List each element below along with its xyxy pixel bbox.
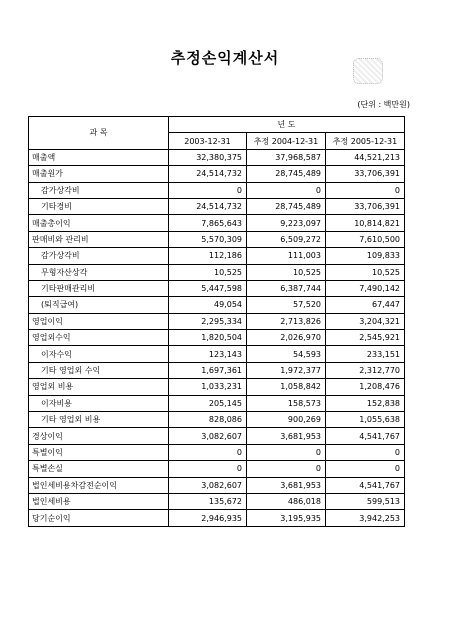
- table-row: [29, 149, 405, 165]
- row-value: 5,447,598: [169, 280, 247, 296]
- row-label: 판매비와 관리비: [29, 231, 169, 247]
- row-value: 1,820,504: [169, 330, 247, 346]
- column-header: 추정 2004-12-31: [247, 133, 326, 149]
- row-label: 특별이익: [29, 444, 169, 460]
- table-row: [29, 198, 405, 214]
- year-group-header: 년 도: [169, 117, 405, 133]
- row-value: 123,143: [169, 346, 247, 362]
- row-value: 5,570,309: [169, 231, 247, 247]
- table-row: [29, 428, 405, 444]
- account-header: 과 목: [29, 117, 169, 150]
- page-title: 추정손익계산서: [170, 49, 280, 67]
- row-value: 112,186: [169, 248, 247, 264]
- row-label: 법인세비용: [29, 493, 169, 509]
- row-value: 10,525: [169, 264, 247, 280]
- row-label: 법인세비용차감전순이익: [29, 477, 169, 493]
- row-value: 33,706,391: [326, 166, 405, 182]
- row-label: 영업이익: [29, 313, 169, 329]
- row-value: 3,195,935: [247, 510, 326, 526]
- row-value: 0: [247, 182, 326, 198]
- row-label: 기타 영업외 비용: [29, 412, 169, 428]
- row-label: 이자비용: [29, 395, 169, 411]
- row-value: 135,672: [169, 493, 247, 509]
- row-value: 158,573: [247, 395, 326, 411]
- column-header: 추정 2005-12-31: [326, 133, 405, 149]
- row-value: 0: [326, 182, 405, 198]
- row-label: 경상이익: [29, 428, 169, 444]
- row-value: 1,208,476: [326, 379, 405, 395]
- table-row: [29, 477, 405, 493]
- row-value: 57,520: [247, 297, 326, 313]
- row-value: 7,865,643: [169, 215, 247, 231]
- row-value: 1,058,842: [247, 379, 326, 395]
- row-value: 67,447: [326, 297, 405, 313]
- row-value: 3,681,953: [247, 428, 326, 444]
- row-value: 24,514,732: [169, 166, 247, 182]
- row-value: 24,514,732: [169, 198, 247, 214]
- row-value: 828,086: [169, 412, 247, 428]
- row-label: 매출액: [29, 149, 169, 165]
- row-value: 2,295,334: [169, 313, 247, 329]
- row-value: 3,942,253: [326, 510, 405, 526]
- row-value: 54,593: [247, 346, 326, 362]
- table-row: [29, 182, 405, 198]
- row-label: 영업외 비용: [29, 379, 169, 395]
- row-label: 영업외수익: [29, 330, 169, 346]
- row-value: 32,380,375: [169, 149, 247, 165]
- row-value: 49,054: [169, 297, 247, 313]
- income-statement-table: [28, 116, 405, 527]
- row-value: 111,003: [247, 248, 326, 264]
- table-row: [29, 248, 405, 264]
- row-label: 기타 영업외 수익: [29, 362, 169, 378]
- row-label: 매출총이익: [29, 215, 169, 231]
- row-value: 0: [169, 461, 247, 477]
- table-row: [29, 280, 405, 296]
- row-value: 2,946,935: [169, 510, 247, 526]
- table-row: [29, 166, 405, 182]
- table-row: [29, 231, 405, 247]
- row-value: 0: [247, 444, 326, 460]
- row-value: 1,055,638: [326, 412, 405, 428]
- row-label: (퇴직급여): [29, 297, 169, 313]
- row-value: 3,082,607: [169, 428, 247, 444]
- row-value: 0: [247, 461, 326, 477]
- table-row: [29, 493, 405, 509]
- row-value: 7,610,500: [326, 231, 405, 247]
- row-value: 6,509,272: [247, 231, 326, 247]
- row-label: 이자수익: [29, 346, 169, 362]
- row-value: 9,223,097: [247, 215, 326, 231]
- row-value: 28,745,489: [247, 166, 326, 182]
- row-label: 당기순이익: [29, 510, 169, 526]
- table-row: [29, 297, 405, 313]
- row-value: 0: [326, 461, 405, 477]
- row-value: 28,745,489: [247, 198, 326, 214]
- row-value: 1,697,361: [169, 362, 247, 378]
- row-value: 0: [169, 182, 247, 198]
- table-row: [29, 313, 405, 329]
- row-value: 4,541,767: [326, 477, 405, 493]
- row-value: 0: [169, 444, 247, 460]
- row-value: 4,541,767: [326, 428, 405, 444]
- row-label: 매출원가: [29, 166, 169, 182]
- row-value: 3,681,953: [247, 477, 326, 493]
- row-label: 기타판매관리비: [29, 280, 169, 296]
- row-value: 1,033,231: [169, 379, 247, 395]
- row-value: 0: [326, 444, 405, 460]
- row-value: 10,525: [326, 264, 405, 280]
- table-row: [29, 395, 405, 411]
- row-value: 233,151: [326, 346, 405, 362]
- row-value: 152,838: [326, 395, 405, 411]
- row-value: 10,525: [247, 264, 326, 280]
- row-value: 37,968,587: [247, 149, 326, 165]
- row-label: 무형자산상각: [29, 264, 169, 280]
- row-value: 7,490,142: [326, 280, 405, 296]
- row-value: 6,387,744: [247, 280, 326, 296]
- row-value: 2,312,770: [326, 362, 405, 378]
- table-row: [29, 461, 405, 477]
- row-value: 3,082,607: [169, 477, 247, 493]
- table-row: [29, 510, 405, 526]
- table-row: [29, 264, 405, 280]
- table-row: [29, 330, 405, 346]
- table-row: [29, 346, 405, 362]
- row-value: 2,713,826: [247, 313, 326, 329]
- table-row: [29, 362, 405, 378]
- column-header: 2003-12-31: [169, 133, 247, 149]
- table-row: [29, 444, 405, 460]
- row-value: 486,018: [247, 493, 326, 509]
- row-value: 109,833: [326, 248, 405, 264]
- row-value: 900,269: [247, 412, 326, 428]
- row-label: 특별손실: [29, 461, 169, 477]
- row-value: 1,972,377: [247, 362, 326, 378]
- table-header-row: [29, 117, 405, 133]
- row-value: 33,706,391: [326, 198, 405, 214]
- unit-label: (단위 : 백만원): [357, 100, 410, 109]
- table-row: [29, 215, 405, 231]
- row-value: 10,814,821: [326, 215, 405, 231]
- row-value: 2,026,970: [247, 330, 326, 346]
- row-value: 599,513: [326, 493, 405, 509]
- row-value: 2,545,921: [326, 330, 405, 346]
- seal-stamp-icon: [353, 58, 383, 84]
- row-value: 205,145: [169, 395, 247, 411]
- table-row: [29, 412, 405, 428]
- row-label: 감가상각비: [29, 248, 169, 264]
- table-row: [29, 379, 405, 395]
- row-label: 기타경비: [29, 198, 169, 214]
- row-value: 44,521,213: [326, 149, 405, 165]
- row-value: 3,204,321: [326, 313, 405, 329]
- row-label: 감가상각비: [29, 182, 169, 198]
